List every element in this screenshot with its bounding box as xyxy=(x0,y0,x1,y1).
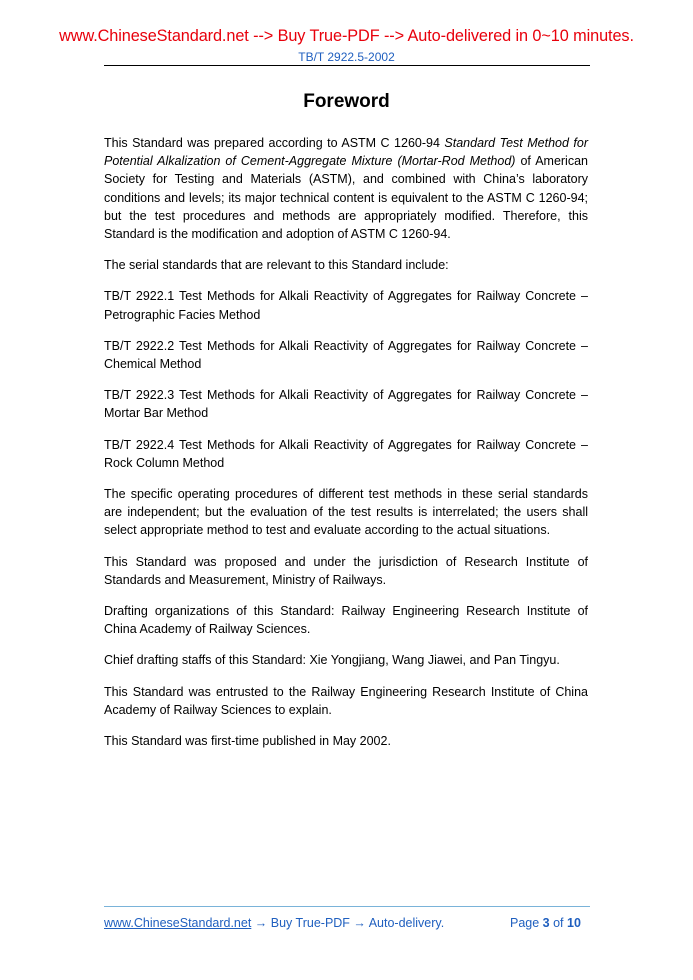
paragraph-drafting-org: Drafting organizations of this Standard: Railway Engineering Research Institute of China Academy of Railway Sciences. xyxy=(104,604,588,637)
footer-divider xyxy=(104,906,590,907)
paragraph-serial-intro: The serial standards that are relevant to this Standard include: xyxy=(104,258,449,273)
header-banner[interactable]: www.ChineseStandard.net --> Buy True-PDF --> Auto-delivered in 0~10 minutes. xyxy=(59,27,634,45)
list-item: TB/T 2922.3 Test Methods for Alkali Reactivity of Aggregates for Railway Concrete – Mortar Bar Method xyxy=(104,388,588,421)
footer-promo-text: → Buy True-PDF → Auto-delivery. xyxy=(251,916,445,930)
paragraph-publication: This Standard was first-time published in May 2002. xyxy=(104,734,391,749)
paragraph-preparation: This Standard was prepared according to ASTM C 1260-94 Standard Test Method for Potential Alkalization of Cement-Aggregate Mixture (Mortar-Rod Method) of American Society for Testing and Materials (ASTM), and combined with China’s laboratory conditions and levels; its major technical content is equivalent to the ASTM C 1260-94; but the test procedures and methods are appropriately modified. Therefore, this Standard is the modification and adoption of ASTM C 1260-94. xyxy=(104,136,588,242)
list-item: TB/T 2922.2 Test Methods for Alkali Reactivity of Aggregates for Railway Concrete – Chemical Method xyxy=(104,338,588,372)
referenced-standard-title: Standard Test Method for Potential Alkalization of Cement-Aggregate Mixture (Mortar-Rod Method) xyxy=(104,136,588,169)
paragraph-drafting-staff: Chief drafting staffs of this Standard: Xie Yongjiang, Wang Jiawei, and Pan Tingyu. xyxy=(104,653,560,668)
list-item: TB/T 2922.4 Test Methods for Alkali Reactivity of Aggregates for Railway Concrete – Rock Column Method xyxy=(104,437,588,470)
paragraph-jurisdiction: This Standard was proposed and under the jurisdiction of Research Institute of Standards and Measurement, Ministry of Railways. xyxy=(104,554,588,587)
footer-link[interactable]: www.ChineseStandard.net xyxy=(104,916,252,930)
document-body xyxy=(104,134,588,763)
total-pages: 10 xyxy=(567,916,581,930)
footer-promo xyxy=(104,916,444,930)
header-divider xyxy=(104,65,590,66)
paragraph-explanation: This Standard was entrusted to the Railway Engineering Research Institute of China Academy of Railway Sciences to explain. xyxy=(104,684,588,717)
standard-code: TB/T 2922.5-2002 xyxy=(298,50,395,64)
list-item: TB/T 2922.1 Test Methods for Alkali Reactivity of Aggregates for Railway Concrete – Petrographic Facies Method xyxy=(104,289,588,322)
paragraph-procedures: The specific operating procedures of different test methods in these serial standards are independent; but the evaluation of the test results is interrelated; the users shall select appropriate method to test and evaluate according to the actual situations. xyxy=(104,487,588,538)
current-page: 3 xyxy=(542,916,550,930)
page-title: Foreword xyxy=(303,91,390,112)
page-number: Page 3 of 10 xyxy=(510,916,581,930)
